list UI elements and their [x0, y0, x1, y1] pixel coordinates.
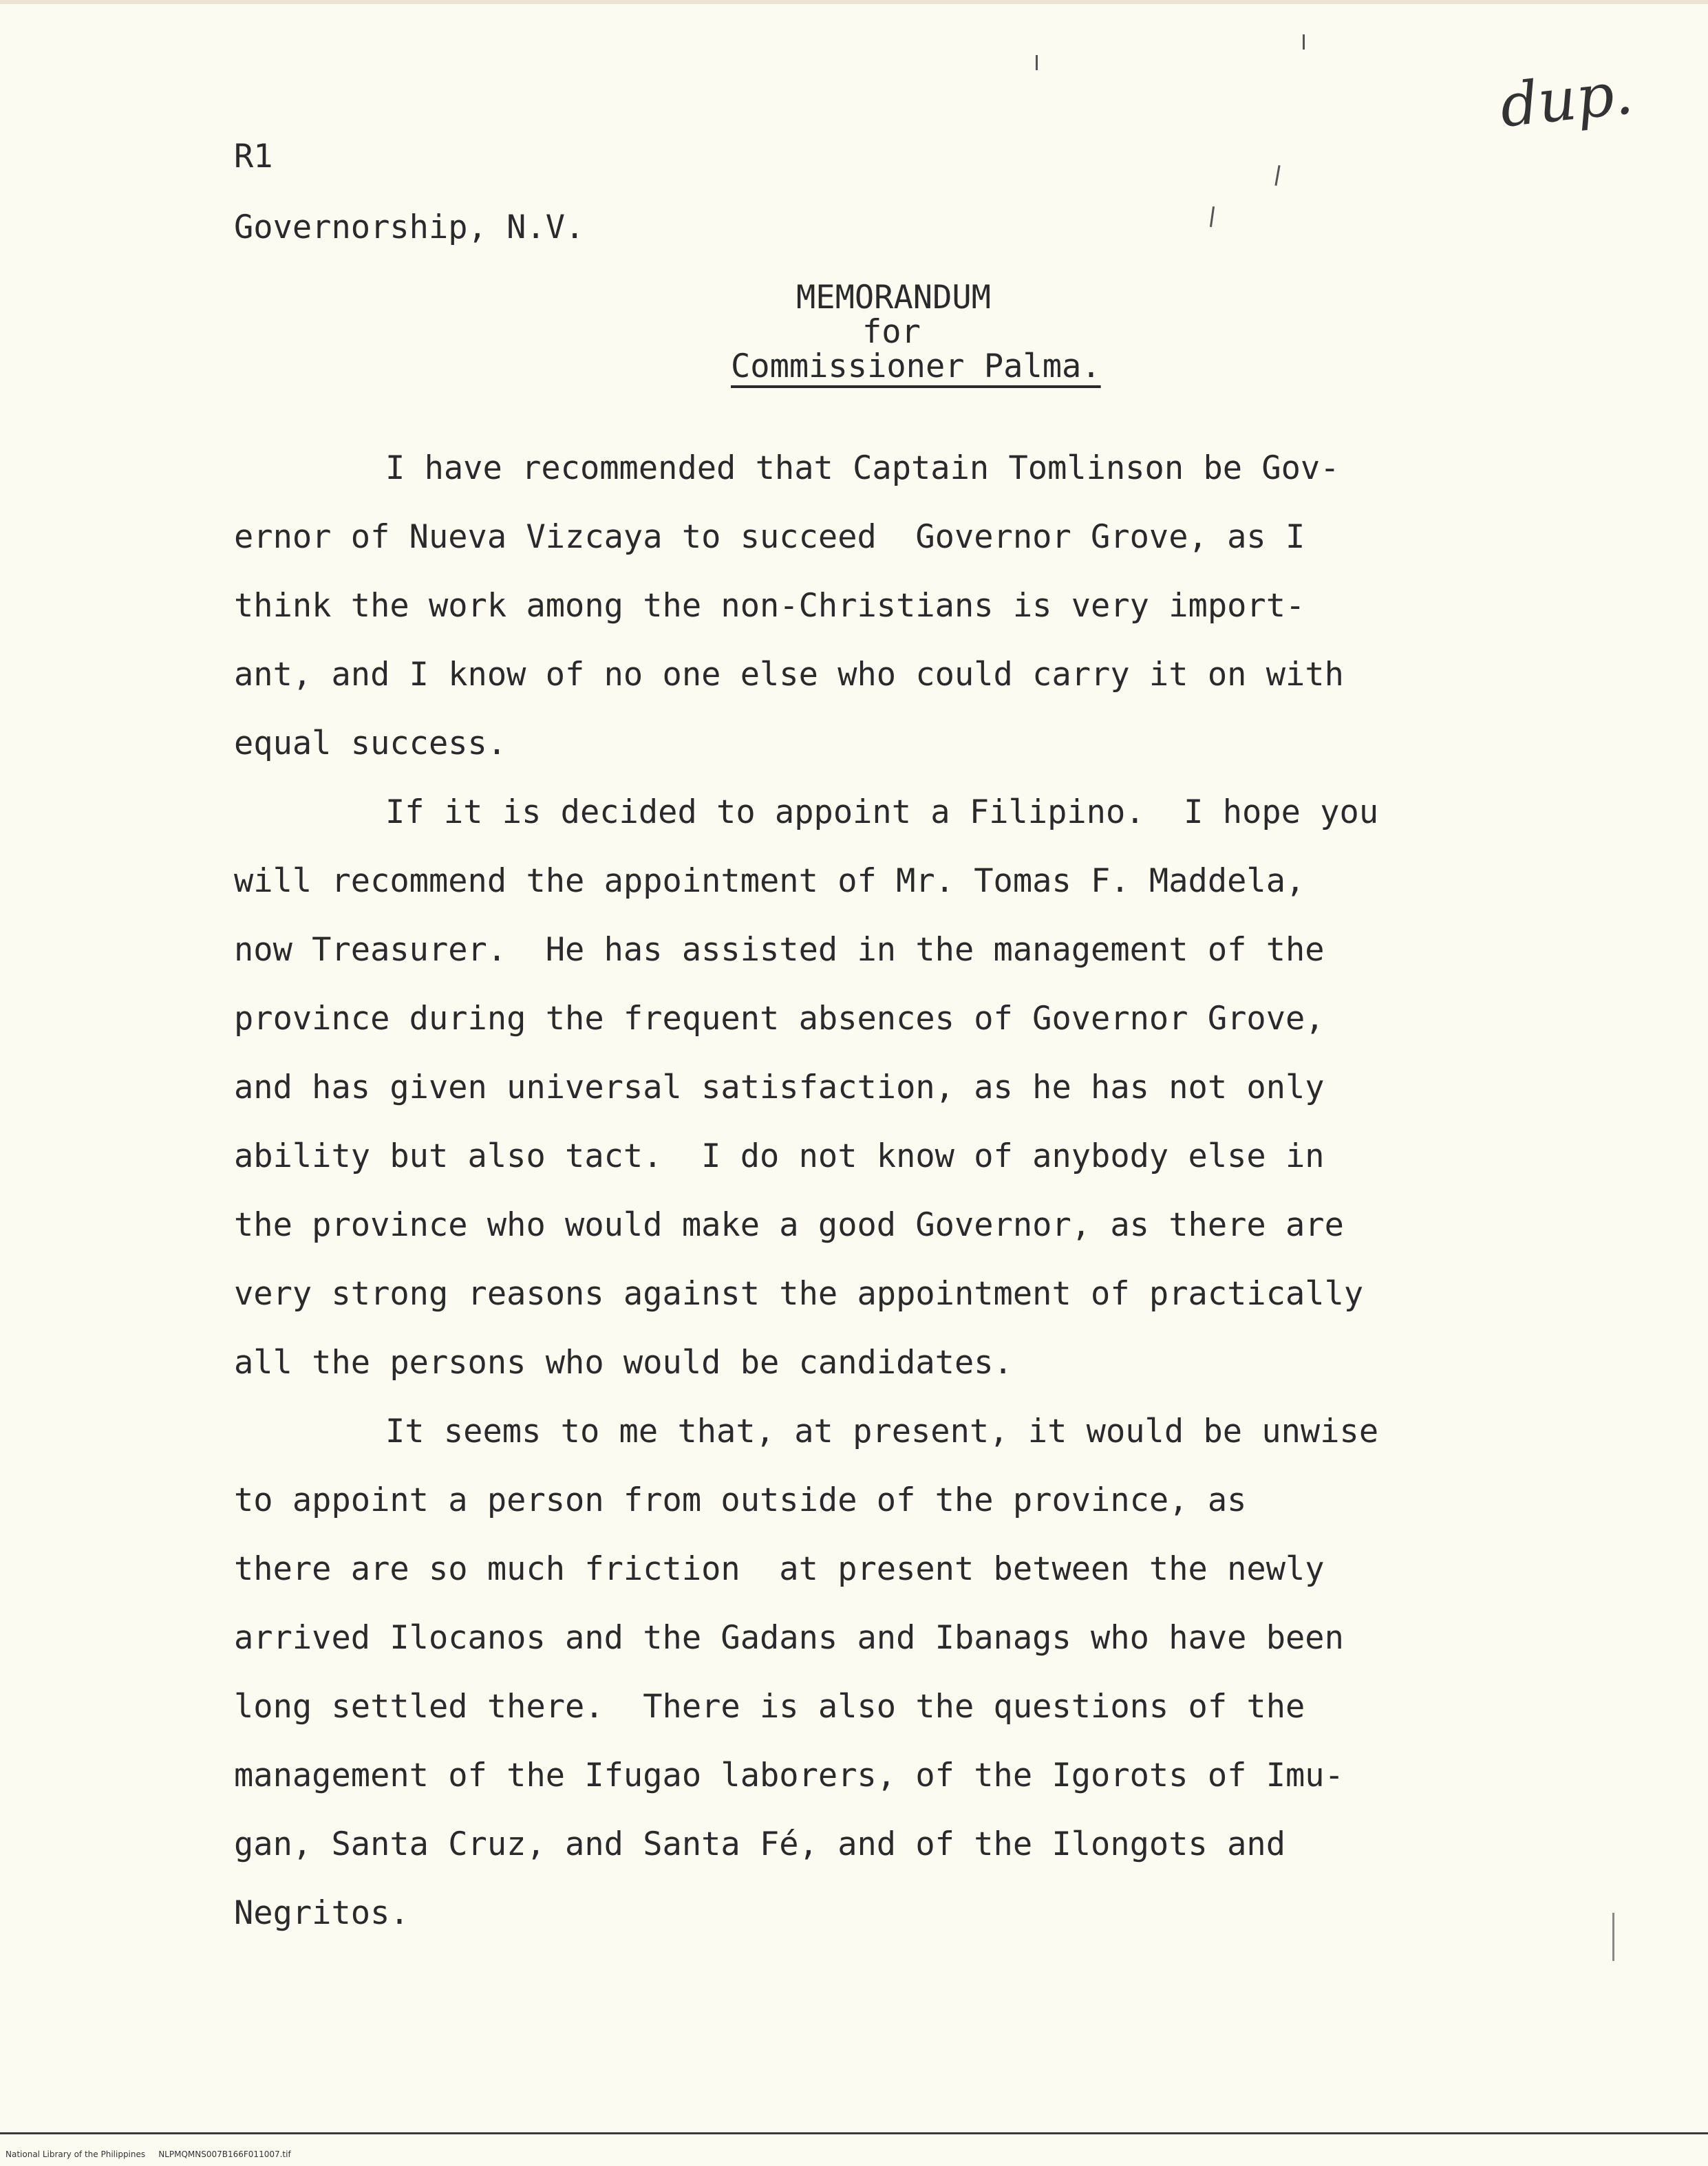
reference-code: R1: [234, 138, 273, 175]
archive-label: National Library of the Philippines NLPMQMNS007B166F011007.tif: [6, 2149, 291, 2159]
text-line: management of the Ifugao laborers, of the Igorots of Imu-: [234, 1757, 1344, 1794]
text-line: It seems to me that, at present, it would be unwise: [385, 1413, 1379, 1450]
paragraph-1: [234, 434, 1514, 778]
stray-mark: [1303, 34, 1305, 50]
text-line: now Treasurer. He has assisted in the management of the: [234, 931, 1325, 969]
stray-mark: [1036, 55, 1038, 70]
text-line: arrived Ilocanos and the Gadans and Ibanags who have been: [234, 1619, 1344, 1657]
text-line: to appoint a person from outside of the province, as: [234, 1481, 1247, 1519]
stray-mark: [1612, 1913, 1614, 1961]
text-line: equal success.: [234, 725, 507, 762]
text-line: and has given universal satisfaction, as he has not only: [234, 1069, 1325, 1106]
paper-top-edge: [0, 0, 1708, 4]
text-line: Negritos.: [234, 1894, 409, 1932]
paragraph-2: [234, 778, 1514, 1397]
text-line: very strong reasons against the appointment of practically: [234, 1275, 1364, 1313]
text-line: the province who would make a good Governor, as there are: [234, 1206, 1344, 1244]
text-line: think the work among the non-Christians is very import-: [234, 587, 1305, 625]
scan-footer-strip: [0, 2132, 1708, 2166]
text-line: there are so much friction at present between the newly: [234, 1550, 1325, 1588]
memo-title: MEMORANDUM: [796, 279, 991, 317]
memo-title-for: for: [862, 313, 921, 351]
text-line: If it is decided to appoint a Filipino. I hope you: [385, 793, 1379, 831]
text-line: province during the frequent absences of Governor Grove,: [234, 1000, 1325, 1038]
text-line: all the persons who would be candidates.: [234, 1344, 1013, 1382]
text-line: will recommend the appointment of Mr. Tomas F. Maddela,: [234, 862, 1305, 900]
text-line: gan, Santa Cruz, and Santa Fé, and of the Ilongots and: [234, 1825, 1286, 1863]
handwritten-note: dup.: [1497, 58, 1636, 141]
text-line: ant, and I know of no one else who could carry it on with: [234, 656, 1344, 694]
text-line: ability but also tact. I do not know of anybody else in: [234, 1137, 1325, 1175]
stray-mark: [1210, 206, 1215, 227]
text-line: ernor of Nueva Vizcaya to succeed Governor Grove, as I: [234, 518, 1305, 556]
text-line: I have recommended that Captain Tomlinson be Gov-: [385, 449, 1340, 487]
text-line: long settled there. There is also the questions of the: [234, 1688, 1305, 1726]
stray-mark: [1274, 165, 1280, 186]
paragraph-3: [234, 1397, 1514, 1948]
memo-addressee: Commissioner Palma.: [731, 347, 1101, 385]
subject-line: Governorship, N.V.: [234, 208, 585, 246]
